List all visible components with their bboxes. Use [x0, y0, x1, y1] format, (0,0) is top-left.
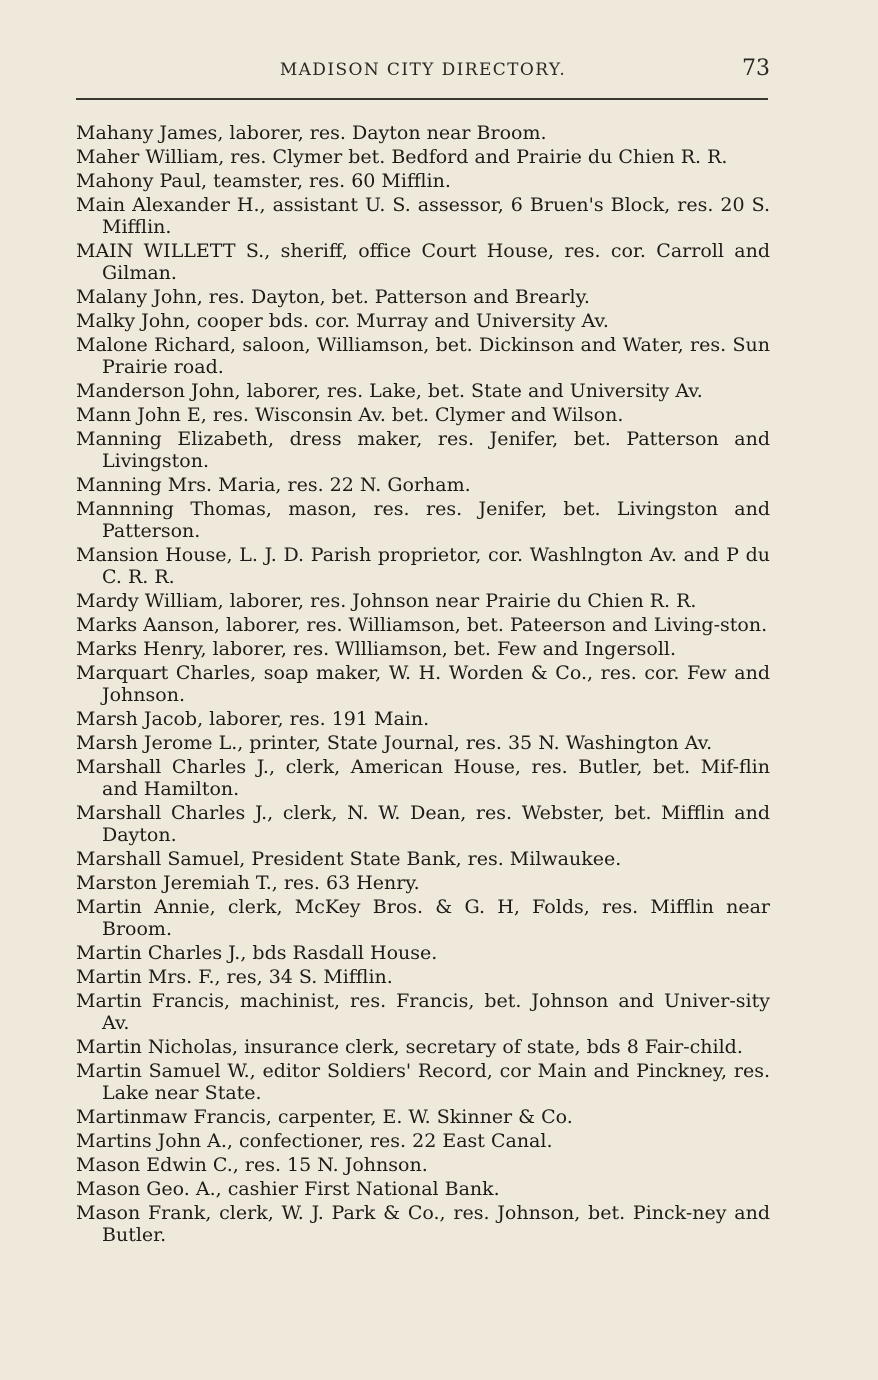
directory-entry: Martin Annie, clerk, McKey Bros. & G. H, Folds, res. Mifflin near Broom. [76, 896, 770, 940]
directory-entry: Maher William, res. Clymer bet. Bedford and Prairie du Chien R. R. [76, 146, 728, 168]
directory-entry: Mardy William, laborer, res. Johnson near Prairie du Chien R. R. [76, 590, 697, 612]
directory-entry: Main Alexander H., assistant U. S. assessor, 6 Bruen's Block, res. 20 S. Mifflin. [76, 194, 770, 238]
directory-entry: Marsh Jacob, laborer, res. 191 Main. [76, 708, 430, 730]
page-header [76, 56, 770, 86]
directory-entry: Mansion House, L. J. D. Parish proprietor, cor. Washlngton Av. and P du C. R. R. [76, 544, 770, 588]
directory-entry: Marks Aanson, laborer, res. Williamson, bet. Pateerson and Living-ston. [76, 614, 768, 636]
directory-entry: Malky John, cooper bds. cor. Murray and University Av. [76, 310, 609, 332]
directory-entry: Martin Charles J., bds Rasdall House. [76, 942, 438, 964]
directory-entry: Marsh Jerome L., printer, State Journal, res. 35 N. Washington Av. [76, 732, 713, 754]
directory-entry: Manderson John, laborer, res. Lake, bet. State and University Av. [76, 380, 703, 402]
directory-entry: Mason Geo. A., cashier First National Bank. [76, 1178, 500, 1200]
page-number: 73 [742, 56, 770, 81]
directory-entry: Marquart Charles, soap maker, W. H. Worden & Co., res. cor. Few and Johnson. [76, 662, 770, 706]
directory-entry: Martins John A., confectioner, res. 22 East Canal. [76, 1130, 553, 1152]
directory-entry: Mahany James, laborer, res. Dayton near Broom. [76, 122, 547, 144]
directory-entry: Mannning Thomas, mason, res. res. Jenifer, bet. Livingston and Patterson. [76, 498, 770, 542]
directory-entry: Marston Jeremiah T., res. 63 Henry. [76, 872, 420, 894]
directory-entry: Marshall Charles J., clerk, N. W. Dean, res. Webster, bet. Mifflin and Dayton. [76, 802, 770, 846]
directory-entry: Mann John E, res. Wisconsin Av. bet. Clymer and Wilson. [76, 404, 624, 426]
directory-entry: Malone Richard, saloon, Williamson, bet. Dickinson and Water, res. Sun Prairie road. [76, 334, 770, 378]
directory-entry: Mason Frank, clerk, W. J. Park & Co., res. Johnson, bet. Pinck-ney and Butler. [76, 1202, 770, 1246]
directory-entry: Martin Nicholas, insurance clerk, secretary of state, bds 8 Fair-child. [76, 1036, 743, 1058]
directory-entry: Martin Samuel W., editor Soldiers' Record, cor Main and Pinckney, res. Lake near State. [76, 1060, 770, 1104]
directory-entry: Martin Mrs. F., res, 34 S. Mifflin. [76, 966, 393, 988]
directory-entry: Malany John, res. Dayton, bet. Patterson and Brearly. [76, 286, 590, 308]
directory-entry: Marshall Charles J., clerk, American House, res. Butler, bet. Mif-flin and Hamilton. [76, 756, 770, 800]
directory-entry: Martinmaw Francis, carpenter, E. W. Skinner & Co. [76, 1106, 573, 1128]
entry-list [76, 122, 770, 1248]
directory-entry: Marks Henry, laborer, res. Wllliamson, bet. Few and Ingersoll. [76, 638, 677, 660]
running-title: MADISON CITY DIRECTORY. [279, 60, 567, 80]
directory-entry: Mason Edwin C., res. 15 N. Johnson. [76, 1154, 428, 1176]
header-rule [76, 98, 768, 100]
directory-entry: Martin Francis, machinist, res. Francis, bet. Johnson and Univer-sity Av. [76, 990, 770, 1034]
directory-entry: Mahony Paul, teamster, res. 60 Mifflin. [76, 170, 451, 192]
directory-entry: Manning Elizabeth, dress maker, res. Jenifer, bet. Patterson and Livingston. [76, 428, 770, 472]
directory-entry: Manning Mrs. Maria, res. 22 N. Gorham. [76, 474, 471, 496]
directory-entry: Marshall Samuel, President State Bank, res. Milwaukee. [76, 848, 622, 870]
directory-entry: MAIN WILLETT S., sheriff, office Court House, res. cor. Carroll and Gilman. [76, 240, 770, 284]
